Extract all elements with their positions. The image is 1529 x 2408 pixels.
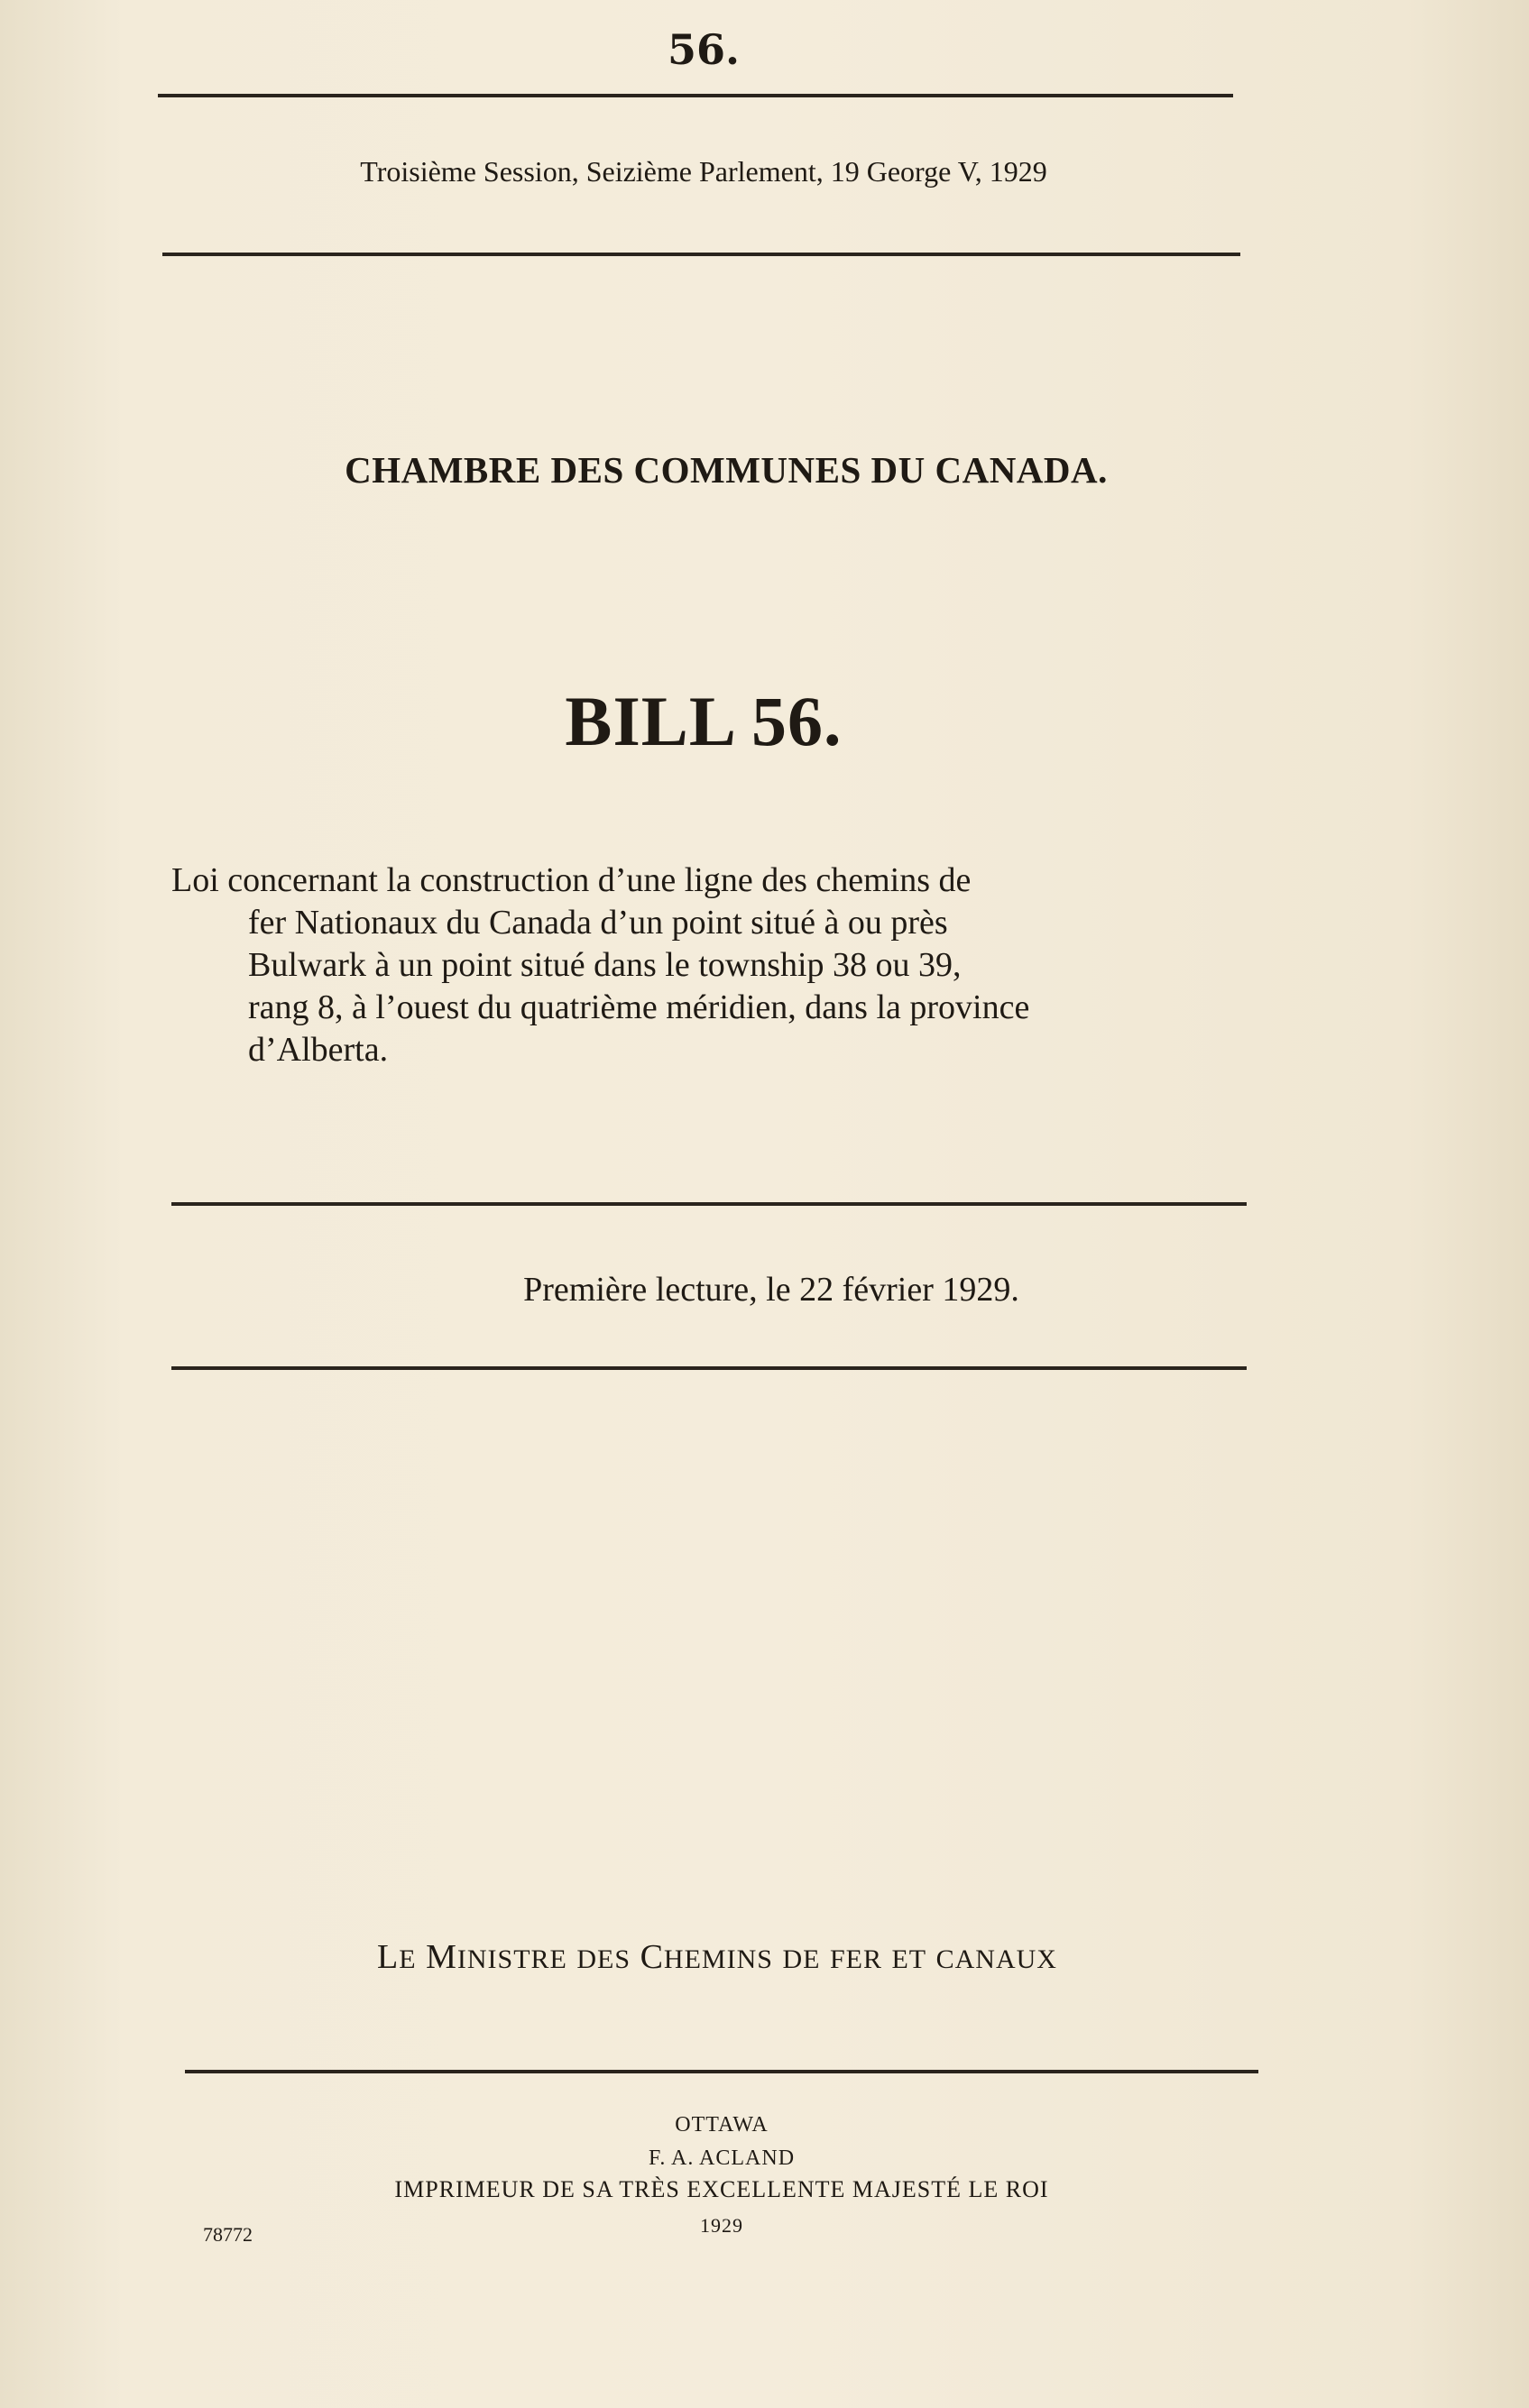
page-number: 56.: [667, 25, 741, 74]
minister-word: DE: [782, 1944, 821, 1974]
minister-word: CHEMINS: [640, 1938, 773, 1976]
top-rule-2: [162, 253, 1240, 256]
middle-rule-2: [171, 1366, 1247, 1370]
middle-rule-1: [171, 1202, 1247, 1206]
top-rule-1: [158, 94, 1233, 97]
minister-word: LE: [377, 1938, 417, 1976]
bill-description-line: fer Nationaux du Canada d’un point situé à ou près: [248, 904, 948, 942]
imprint-printer-title: IMPRIMEUR DE SA TRÈS EXCELLENTE MAJESTÉ LE ROI: [394, 2176, 1049, 2202]
imprint-printer: F. A. ACLAND: [648, 2146, 796, 2170]
minister-word: CANAUX: [935, 1944, 1057, 1974]
first-reading: Première lecture, le 22 février 1929.: [523, 1271, 1019, 1309]
print-code: 78772: [203, 2223, 253, 2246]
minister-line: [0, 1937, 1434, 1977]
session-line: Troisième Session, Seizième Parlement, 19 George V, 1929: [360, 155, 1047, 188]
bottom-rule: [185, 2070, 1258, 2073]
bill-description-line: rang 8, à l’ouest du quatrième méridien, dans la province: [248, 988, 1030, 1026]
minister-word: DES: [576, 1944, 631, 1974]
bill-description: [171, 859, 1263, 1071]
bill-title: BILL 56.: [565, 682, 843, 760]
minister-word: MINISTRE: [426, 1938, 567, 1976]
imprint-year: 1929: [700, 2214, 743, 2237]
minister-word: ET: [891, 1944, 927, 1974]
minister-word: FER: [829, 1944, 882, 1974]
bill-description-line: Bulwark à un point situé dans le township 38 ou 39,: [248, 946, 962, 984]
house-title: CHAMBRE DES COMMUNES DU CANADA.: [345, 449, 1108, 491]
bill-description-line: d’Alberta.: [248, 1031, 389, 1069]
bill-description-line: Loi concernant la construction d’une ligne des chemins de: [171, 861, 972, 899]
imprint-city: OTTAWA: [675, 2113, 769, 2137]
